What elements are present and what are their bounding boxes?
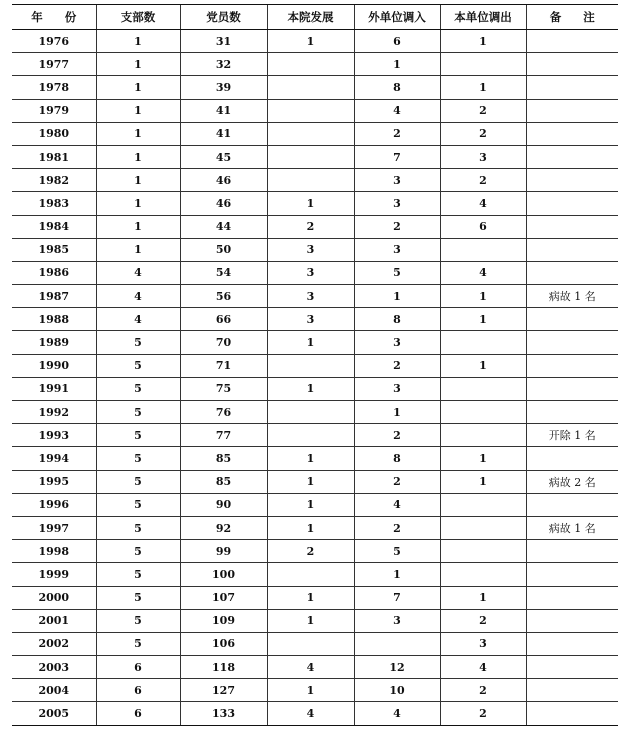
cell-year: 1998 bbox=[12, 540, 96, 563]
table-row bbox=[12, 702, 618, 725]
table-row bbox=[12, 308, 618, 331]
cell-transferred-out bbox=[440, 377, 526, 400]
cell-members: 107 bbox=[180, 586, 267, 609]
cell-branches: 5 bbox=[96, 516, 180, 539]
table-row bbox=[12, 424, 618, 447]
cell-transferred-in: 3 bbox=[354, 169, 440, 192]
cell-members: 71 bbox=[180, 354, 267, 377]
cell-developed bbox=[267, 563, 354, 586]
table-row bbox=[12, 354, 618, 377]
cell-transferred-in: 3 bbox=[354, 377, 440, 400]
cell-transferred-in: 10 bbox=[354, 679, 440, 702]
cell-developed bbox=[267, 76, 354, 99]
cell-year: 1986 bbox=[12, 261, 96, 284]
cell-transferred-in: 2 bbox=[354, 354, 440, 377]
table-row bbox=[12, 99, 618, 122]
header-members: 党员数 bbox=[180, 5, 267, 30]
cell-branches: 1 bbox=[96, 215, 180, 238]
cell-members: 109 bbox=[180, 609, 267, 632]
cell-note bbox=[526, 656, 618, 679]
party-statistics-table bbox=[12, 4, 618, 726]
cell-transferred-in: 4 bbox=[354, 493, 440, 516]
table-row bbox=[12, 401, 618, 424]
cell-branches: 5 bbox=[96, 586, 180, 609]
cell-year: 1982 bbox=[12, 169, 96, 192]
cell-branches: 5 bbox=[96, 401, 180, 424]
cell-members: 76 bbox=[180, 401, 267, 424]
cell-year: 1980 bbox=[12, 122, 96, 145]
cell-transferred-in: 8 bbox=[354, 308, 440, 331]
cell-transferred-out bbox=[440, 516, 526, 539]
cell-members: 41 bbox=[180, 122, 267, 145]
cell-year: 1978 bbox=[12, 76, 96, 99]
cell-year: 2002 bbox=[12, 632, 96, 655]
cell-members: 133 bbox=[180, 702, 267, 725]
cell-year: 1990 bbox=[12, 354, 96, 377]
cell-developed: 1 bbox=[267, 516, 354, 539]
cell-branches: 5 bbox=[96, 563, 180, 586]
cell-developed: 4 bbox=[267, 656, 354, 679]
cell-developed: 2 bbox=[267, 215, 354, 238]
cell-transferred-in: 2 bbox=[354, 516, 440, 539]
cell-year: 1979 bbox=[12, 99, 96, 122]
cell-note: 病故 2 名 bbox=[526, 470, 618, 493]
cell-transferred-out: 1 bbox=[440, 76, 526, 99]
cell-transferred-out: 1 bbox=[440, 285, 526, 308]
cell-branches: 5 bbox=[96, 493, 180, 516]
cell-members: 127 bbox=[180, 679, 267, 702]
cell-members: 56 bbox=[180, 285, 267, 308]
cell-transferred-out: 1 bbox=[440, 470, 526, 493]
cell-year: 1976 bbox=[12, 30, 96, 53]
cell-transferred-out: 1 bbox=[440, 30, 526, 53]
cell-members: 32 bbox=[180, 53, 267, 76]
cell-branches: 5 bbox=[96, 354, 180, 377]
cell-developed bbox=[267, 145, 354, 168]
cell-year: 2005 bbox=[12, 702, 96, 725]
cell-developed: 2 bbox=[267, 540, 354, 563]
cell-developed: 1 bbox=[267, 377, 354, 400]
cell-branches: 5 bbox=[96, 447, 180, 470]
table-row bbox=[12, 377, 618, 400]
cell-transferred-in: 6 bbox=[354, 30, 440, 53]
cell-transferred-out: 2 bbox=[440, 122, 526, 145]
table-row bbox=[12, 30, 618, 53]
cell-transferred-in: 3 bbox=[354, 609, 440, 632]
cell-branches: 5 bbox=[96, 470, 180, 493]
cell-branches: 4 bbox=[96, 261, 180, 284]
cell-note bbox=[526, 30, 618, 53]
cell-transferred-out bbox=[440, 493, 526, 516]
cell-note bbox=[526, 563, 618, 586]
table-row bbox=[12, 586, 618, 609]
cell-developed: 4 bbox=[267, 702, 354, 725]
cell-transferred-in: 7 bbox=[354, 145, 440, 168]
table-row bbox=[12, 656, 618, 679]
cell-note bbox=[526, 331, 618, 354]
cell-transferred-in: 4 bbox=[354, 99, 440, 122]
cell-transferred-in: 8 bbox=[354, 447, 440, 470]
cell-transferred-in: 1 bbox=[354, 401, 440, 424]
cell-transferred-out bbox=[440, 53, 526, 76]
cell-developed: 1 bbox=[267, 192, 354, 215]
cell-transferred-in: 2 bbox=[354, 122, 440, 145]
cell-year: 1997 bbox=[12, 516, 96, 539]
cell-developed: 1 bbox=[267, 679, 354, 702]
table-header-row bbox=[12, 5, 618, 30]
cell-transferred-in: 1 bbox=[354, 563, 440, 586]
table-row bbox=[12, 447, 618, 470]
cell-note bbox=[526, 586, 618, 609]
header-transferred-out: 本单位调出 bbox=[440, 5, 526, 30]
table-body bbox=[12, 30, 618, 726]
cell-year: 1984 bbox=[12, 215, 96, 238]
cell-note bbox=[526, 632, 618, 655]
cell-developed bbox=[267, 122, 354, 145]
cell-branches: 1 bbox=[96, 99, 180, 122]
cell-branches: 6 bbox=[96, 679, 180, 702]
cell-transferred-out: 1 bbox=[440, 308, 526, 331]
cell-members: 85 bbox=[180, 470, 267, 493]
cell-note bbox=[526, 540, 618, 563]
cell-branches: 1 bbox=[96, 145, 180, 168]
cell-transferred-out: 2 bbox=[440, 679, 526, 702]
cell-branches: 4 bbox=[96, 308, 180, 331]
cell-transferred-in bbox=[354, 632, 440, 655]
cell-note bbox=[526, 145, 618, 168]
table-row bbox=[12, 679, 618, 702]
table-row bbox=[12, 76, 618, 99]
cell-year: 1985 bbox=[12, 238, 96, 261]
cell-transferred-out bbox=[440, 424, 526, 447]
cell-note bbox=[526, 679, 618, 702]
table-row bbox=[12, 493, 618, 516]
cell-branches: 5 bbox=[96, 632, 180, 655]
cell-year: 1995 bbox=[12, 470, 96, 493]
cell-transferred-in: 3 bbox=[354, 192, 440, 215]
cell-note bbox=[526, 401, 618, 424]
cell-transferred-in: 1 bbox=[354, 285, 440, 308]
cell-transferred-in: 2 bbox=[354, 470, 440, 493]
cell-year: 1994 bbox=[12, 447, 96, 470]
table-row bbox=[12, 470, 618, 493]
cell-transferred-out bbox=[440, 401, 526, 424]
cell-transferred-out: 4 bbox=[440, 192, 526, 215]
cell-note bbox=[526, 308, 618, 331]
cell-developed: 1 bbox=[267, 586, 354, 609]
cell-note bbox=[526, 192, 618, 215]
cell-note bbox=[526, 702, 618, 725]
cell-branches: 1 bbox=[96, 238, 180, 261]
cell-transferred-in: 7 bbox=[354, 586, 440, 609]
header-transferred-in: 外单位调入 bbox=[354, 5, 440, 30]
cell-members: 66 bbox=[180, 308, 267, 331]
table-row bbox=[12, 632, 618, 655]
table-row bbox=[12, 215, 618, 238]
cell-note bbox=[526, 215, 618, 238]
table-row bbox=[12, 261, 618, 284]
cell-year: 2004 bbox=[12, 679, 96, 702]
cell-year: 1977 bbox=[12, 53, 96, 76]
cell-year: 1988 bbox=[12, 308, 96, 331]
cell-members: 70 bbox=[180, 331, 267, 354]
cell-transferred-out: 2 bbox=[440, 702, 526, 725]
cell-branches: 6 bbox=[96, 702, 180, 725]
cell-developed bbox=[267, 401, 354, 424]
cell-developed: 3 bbox=[267, 261, 354, 284]
cell-branches: 1 bbox=[96, 30, 180, 53]
cell-branches: 1 bbox=[96, 53, 180, 76]
cell-transferred-out: 2 bbox=[440, 609, 526, 632]
cell-members: 106 bbox=[180, 632, 267, 655]
cell-members: 90 bbox=[180, 493, 267, 516]
cell-year: 1987 bbox=[12, 285, 96, 308]
cell-transferred-out bbox=[440, 238, 526, 261]
cell-year: 2001 bbox=[12, 609, 96, 632]
cell-developed: 3 bbox=[267, 285, 354, 308]
cell-note bbox=[526, 76, 618, 99]
cell-transferred-in: 5 bbox=[354, 261, 440, 284]
cell-transferred-out bbox=[440, 331, 526, 354]
cell-transferred-in: 2 bbox=[354, 215, 440, 238]
cell-note bbox=[526, 377, 618, 400]
cell-year: 1989 bbox=[12, 331, 96, 354]
cell-members: 100 bbox=[180, 563, 267, 586]
cell-branches: 5 bbox=[96, 424, 180, 447]
cell-branches: 1 bbox=[96, 122, 180, 145]
cell-year: 1991 bbox=[12, 377, 96, 400]
cell-developed: 1 bbox=[267, 493, 354, 516]
cell-members: 44 bbox=[180, 215, 267, 238]
cell-transferred-in: 8 bbox=[354, 76, 440, 99]
cell-note bbox=[526, 99, 618, 122]
cell-developed bbox=[267, 632, 354, 655]
cell-members: 31 bbox=[180, 30, 267, 53]
cell-note bbox=[526, 122, 618, 145]
cell-members: 39 bbox=[180, 76, 267, 99]
cell-year: 2003 bbox=[12, 656, 96, 679]
cell-transferred-out: 3 bbox=[440, 145, 526, 168]
cell-note bbox=[526, 354, 618, 377]
cell-members: 50 bbox=[180, 238, 267, 261]
cell-transferred-out: 4 bbox=[440, 261, 526, 284]
cell-transferred-out: 6 bbox=[440, 215, 526, 238]
header-year: 年 份 bbox=[12, 5, 96, 30]
cell-note bbox=[526, 261, 618, 284]
cell-transferred-out: 1 bbox=[440, 354, 526, 377]
cell-transferred-out: 1 bbox=[440, 586, 526, 609]
cell-developed: 1 bbox=[267, 30, 354, 53]
table-row bbox=[12, 53, 618, 76]
cell-branches: 5 bbox=[96, 377, 180, 400]
cell-transferred-in: 5 bbox=[354, 540, 440, 563]
cell-members: 41 bbox=[180, 99, 267, 122]
cell-developed: 3 bbox=[267, 308, 354, 331]
cell-branches: 5 bbox=[96, 540, 180, 563]
cell-note bbox=[526, 447, 618, 470]
cell-members: 46 bbox=[180, 192, 267, 215]
cell-developed: 3 bbox=[267, 238, 354, 261]
cell-year: 1983 bbox=[12, 192, 96, 215]
table-row bbox=[12, 563, 618, 586]
cell-developed bbox=[267, 424, 354, 447]
cell-members: 118 bbox=[180, 656, 267, 679]
cell-branches: 6 bbox=[96, 656, 180, 679]
cell-note bbox=[526, 169, 618, 192]
cell-branches: 5 bbox=[96, 609, 180, 632]
cell-developed: 1 bbox=[267, 470, 354, 493]
cell-year: 1993 bbox=[12, 424, 96, 447]
table-row bbox=[12, 516, 618, 539]
table-row bbox=[12, 122, 618, 145]
header-developed: 本院发展 bbox=[267, 5, 354, 30]
cell-developed bbox=[267, 99, 354, 122]
cell-developed bbox=[267, 169, 354, 192]
cell-members: 92 bbox=[180, 516, 267, 539]
header-branches: 支部数 bbox=[96, 5, 180, 30]
cell-members: 54 bbox=[180, 261, 267, 284]
cell-members: 46 bbox=[180, 169, 267, 192]
cell-branches: 5 bbox=[96, 331, 180, 354]
cell-note: 病故 1 名 bbox=[526, 285, 618, 308]
table-row bbox=[12, 609, 618, 632]
cell-transferred-in: 2 bbox=[354, 424, 440, 447]
cell-members: 77 bbox=[180, 424, 267, 447]
cell-members: 85 bbox=[180, 447, 267, 470]
cell-transferred-out: 2 bbox=[440, 169, 526, 192]
cell-transferred-in: 3 bbox=[354, 238, 440, 261]
cell-note bbox=[526, 609, 618, 632]
cell-developed: 1 bbox=[267, 609, 354, 632]
cell-year: 1992 bbox=[12, 401, 96, 424]
cell-developed: 1 bbox=[267, 447, 354, 470]
header-notes: 备 注 bbox=[526, 5, 618, 30]
cell-year: 1981 bbox=[12, 145, 96, 168]
cell-note: 病故 1 名 bbox=[526, 516, 618, 539]
cell-year: 2000 bbox=[12, 586, 96, 609]
cell-year: 1996 bbox=[12, 493, 96, 516]
cell-members: 99 bbox=[180, 540, 267, 563]
table-row bbox=[12, 238, 618, 261]
cell-note bbox=[526, 493, 618, 516]
cell-note bbox=[526, 238, 618, 261]
cell-note: 开除 1 名 bbox=[526, 424, 618, 447]
cell-branches: 4 bbox=[96, 285, 180, 308]
cell-branches: 1 bbox=[96, 192, 180, 215]
cell-note bbox=[526, 53, 618, 76]
cell-developed: 1 bbox=[267, 331, 354, 354]
cell-transferred-in: 12 bbox=[354, 656, 440, 679]
cell-year: 1999 bbox=[12, 563, 96, 586]
table-row bbox=[12, 331, 618, 354]
cell-transferred-out bbox=[440, 540, 526, 563]
cell-transferred-in: 4 bbox=[354, 702, 440, 725]
table-row bbox=[12, 169, 618, 192]
cell-transferred-in: 1 bbox=[354, 53, 440, 76]
cell-transferred-in: 3 bbox=[354, 331, 440, 354]
cell-transferred-out: 4 bbox=[440, 656, 526, 679]
cell-developed bbox=[267, 354, 354, 377]
cell-transferred-out: 1 bbox=[440, 447, 526, 470]
cell-transferred-out: 2 bbox=[440, 99, 526, 122]
cell-members: 45 bbox=[180, 145, 267, 168]
table-row bbox=[12, 145, 618, 168]
cell-transferred-out bbox=[440, 563, 526, 586]
cell-developed bbox=[267, 53, 354, 76]
table-row bbox=[12, 540, 618, 563]
table-row bbox=[12, 192, 618, 215]
cell-transferred-out: 3 bbox=[440, 632, 526, 655]
cell-members: 75 bbox=[180, 377, 267, 400]
cell-branches: 1 bbox=[96, 169, 180, 192]
cell-branches: 1 bbox=[96, 76, 180, 99]
table-row bbox=[12, 285, 618, 308]
